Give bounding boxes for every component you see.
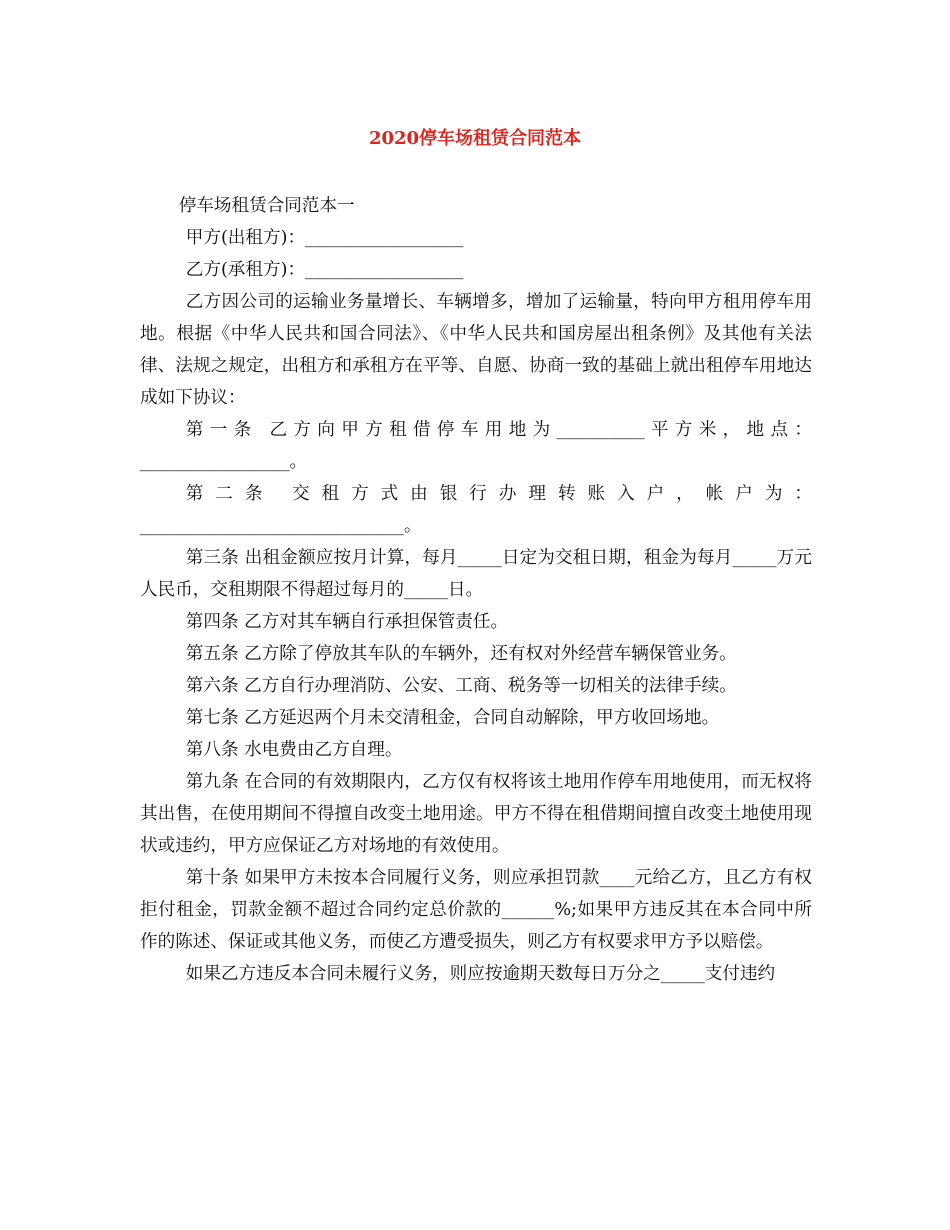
- article-10: 第十条 如果甲方未按本合同履行义务，则应承担罚款____元给乙方，且乙方有权拒付租金，罚款金额不超过合同约定总价款的______%;如果甲方违反其在本合同中所作的陈述、保证或其他义务，而使乙方遭受损失，则乙方有权要求甲方予以赔偿。: [140, 868, 812, 952]
- preamble-paragraph: 乙方因公司的运输业务量增长、车辆增多，增加了运输量，特向甲方租用停车用地。根据《中华人民共和国合同法》、《中华人民共和国房屋出租条例》及其他有关法律、法规之规定，出租方和承租方在平等、自愿、协商一致的基础上就出租停车用地达成如下协议：: [140, 292, 812, 408]
- document-title: 2020停车场租赁合同范本: [368, 128, 582, 149]
- section-heading: 停车场租赁合同范本一: [178, 196, 355, 216]
- party-a-line: 甲方(出租方)：__________________: [185, 228, 464, 248]
- article-9: 第九条 在合同的有效期限内，乙方仅有权将该土地用作停车用地使用，而无权将其出售，在使用期间不得擅自改变土地用途。甲方不得在租借期间擅自改变土地使用现状或违约，甲方应保证乙方对场地的有效使用。: [140, 772, 812, 856]
- article-5: 第五条 乙方除了停放其车队的车辆外，还有权对外经营车辆保管业务。: [185, 644, 737, 664]
- article-7: 第七条 乙方延迟两个月未交清租金，合同自动解除，甲方收回场地。: [185, 708, 720, 728]
- article-2: 第二条 交租方式由银行办理转账入户，帐户为：______________________________。: [140, 484, 812, 536]
- article-1: 第一条 乙方向甲方租借停车用地为__________平方米，地点：_________________。: [140, 420, 812, 472]
- party-b-line: 乙方(承租方)：__________________: [185, 260, 464, 280]
- article-8: 第八条 水电费由乙方自理。: [185, 740, 403, 760]
- article-4: 第四条 乙方对其车辆自行承担保管责任。: [185, 612, 509, 632]
- article-6: 第六条 乙方自行办理消防、公安、工商、税务等一切相关的法律手续。: [185, 676, 737, 696]
- article-3: 第三条 出租金额应按月计算，每月_____日定为交租日期，租金为每月_____万元人民币，交租期限不得超过每月的_____日。: [140, 548, 812, 600]
- document-body: [140, 190, 812, 990]
- party-b-breach-paragraph: 如果乙方违反本合同未履行义务，则应按逾期天数每日万分之_____支付违约: [185, 964, 776, 984]
